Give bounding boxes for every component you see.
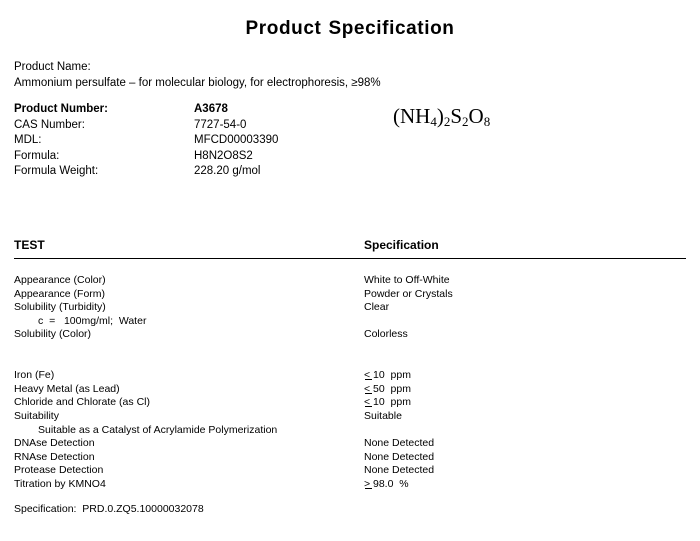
row-spec: None Detected <box>364 464 435 477</box>
page-title <box>0 18 700 40</box>
row-spec: Powder or Crystals <box>364 287 453 300</box>
row-test: Protease Detection <box>14 464 104 477</box>
product-name-label: Product Name: <box>14 61 91 73</box>
table-row <box>14 437 686 451</box>
table-row <box>14 424 686 438</box>
info-key: CAS Number: <box>14 118 85 131</box>
row-test: DNAse Detection <box>14 437 95 450</box>
less-than-or-equal-icon: < <box>364 396 373 410</box>
row-test: Suitability <box>14 409 59 422</box>
row-test: Suitable as a Catalyst of Acrylamide Polymerization <box>38 423 278 436</box>
info-row <box>14 118 394 134</box>
info-value: 7727-54-0 <box>194 118 247 131</box>
row-test: RNAse Detection <box>14 450 95 463</box>
row-test: c = 100mg/ml; Water <box>38 314 147 327</box>
table-row <box>14 464 686 478</box>
document-page <box>0 18 700 541</box>
row-spec <box>364 396 411 410</box>
info-row <box>14 102 394 118</box>
row-spec <box>364 383 411 397</box>
less-than-or-equal-icon: < <box>364 383 373 397</box>
row-test: Heavy Metal (as Lead) <box>14 382 120 395</box>
row-test: Appearance (Color) <box>14 274 106 286</box>
info-key: Formula: <box>14 149 60 162</box>
spec-table-body <box>14 274 686 492</box>
info-key: MDL: <box>14 134 42 146</box>
table-row <box>14 328 686 342</box>
greater-than-or-equal-icon: > <box>364 478 373 492</box>
table-row <box>14 410 686 424</box>
less-than-or-equal-icon: < <box>364 369 373 383</box>
column-header-specification: Specification <box>364 238 439 252</box>
info-key: Formula Weight: <box>14 165 99 177</box>
row-test: Solubility (Color) <box>14 328 92 341</box>
table-row-spacer <box>14 356 686 370</box>
info-value: 228.20 g/mol <box>194 165 261 177</box>
row-spec-value: 98.0 % <box>373 477 409 490</box>
row-spec-value: 50 ppm <box>373 382 411 395</box>
table-row <box>14 478 686 492</box>
table-row-spacer <box>14 342 686 356</box>
table-row <box>14 383 686 397</box>
row-test: Titration by KMNO4 <box>14 477 106 490</box>
table-row <box>14 315 686 329</box>
info-value: A3678 <box>194 103 228 115</box>
info-row <box>14 164 394 180</box>
info-value: MFCD00003390 <box>194 134 279 146</box>
product-name-value: Ammonium persulfate – for molecular biology, for electrophoresis, ≥98% <box>14 77 381 89</box>
table-row <box>14 288 686 302</box>
column-header-test: TEST <box>14 238 45 252</box>
product-info-table <box>14 102 394 180</box>
info-value: H8N2O8S2 <box>194 149 253 162</box>
row-spec: None Detected <box>364 437 435 450</box>
row-spec-value: 10 ppm <box>373 396 411 409</box>
info-key: Product Number: <box>14 103 108 115</box>
info-row <box>14 149 394 165</box>
table-row <box>14 396 686 410</box>
row-spec: Colorless <box>364 328 408 341</box>
row-spec: None Detected <box>364 450 435 463</box>
row-test: Appearance (Form) <box>14 287 106 300</box>
row-test: Iron (Fe) <box>14 369 55 382</box>
row-spec: Clear <box>364 301 390 314</box>
row-spec <box>364 478 409 492</box>
page-title-word-2: Specification <box>328 18 455 39</box>
product-name-block <box>14 60 514 91</box>
table-row <box>14 274 686 288</box>
page-title-word-1: Product <box>245 18 322 39</box>
row-spec-value: 10 ppm <box>373 369 411 382</box>
table-row <box>14 451 686 465</box>
row-test: Solubility (Turbidity) <box>14 301 106 314</box>
row-test: Chloride and Chlorate (as Cl) <box>14 396 150 409</box>
specification-footer: Specification: PRD.0.ZQ5.10000032078 <box>14 503 204 515</box>
row-spec: White to Off-White <box>364 274 450 286</box>
table-row <box>14 369 686 383</box>
row-spec <box>364 369 411 383</box>
info-row <box>14 133 394 149</box>
row-spec: Suitable <box>364 409 402 422</box>
chemical-structure-formula: $(NH_4)_2S_2O_8$ <box>393 104 491 129</box>
header-divider <box>14 258 686 259</box>
table-row <box>14 301 686 315</box>
